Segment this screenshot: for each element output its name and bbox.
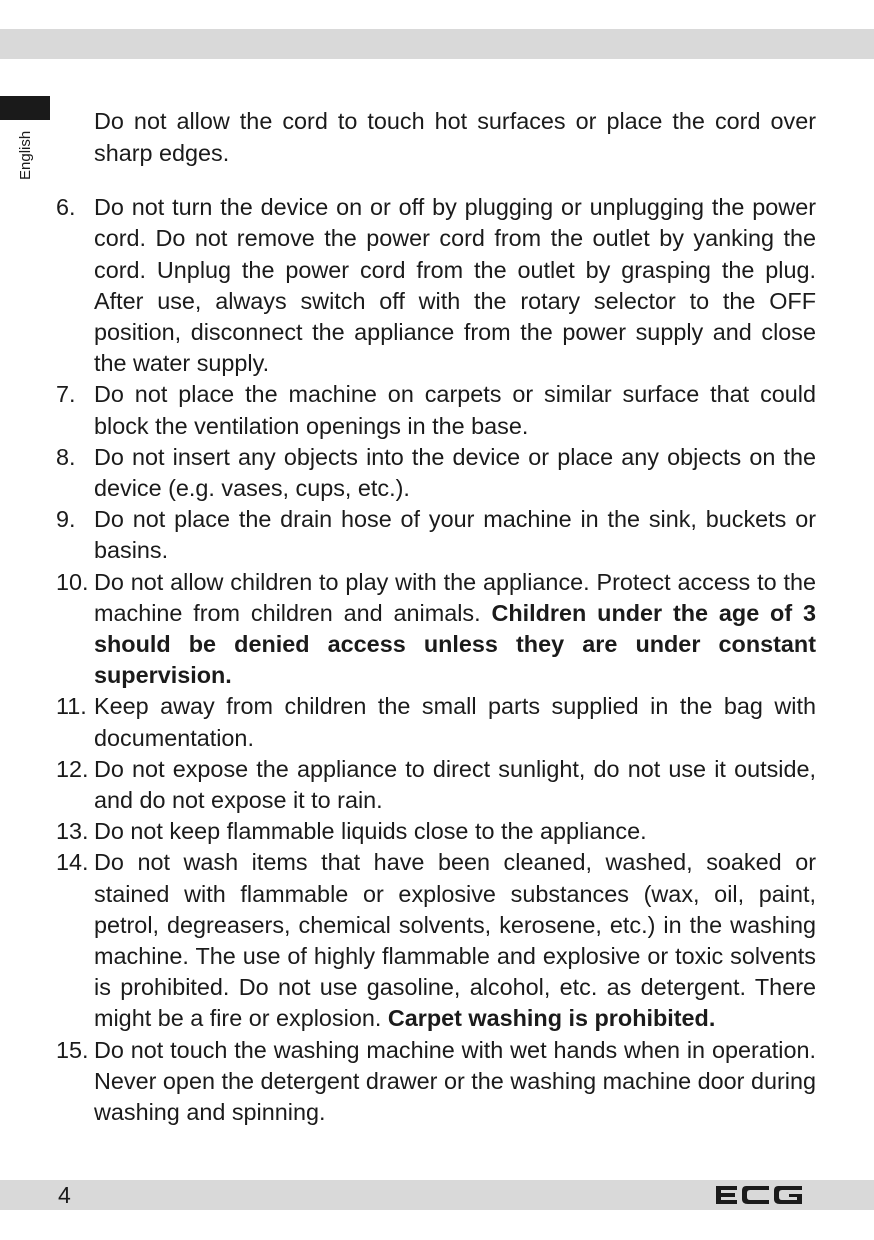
list-item [56,691,816,753]
language-label: English [17,130,34,180]
list-item-text: Do not allow children to play with the appliance. Protect access to the machine from children and animals. Children under the age of 3 should be denied access unless they are under constant supervision. [94,568,816,689]
list-item-number: 12. [56,755,89,782]
list-item [56,567,816,692]
list-item-number: 13. [56,818,89,845]
list-item [56,504,816,566]
list-item-text: Do not place the drain hose of your machine in the sink, buckets or basins. [94,506,816,564]
list-item [56,847,816,1034]
list-item-number: 6. [56,194,76,221]
list-item-text: Do not insert any objects into the device or place any objects on the device (e.g. vases, cups, etc.). [94,443,816,502]
list-item-number: 15. [56,1036,89,1063]
list-item-number: 9. [56,506,76,533]
intro-paragraph: Do not allow the cord to touch hot surfaces or place the cord over sharp edges. [94,108,816,166]
list-item-number: 10. [56,568,89,595]
list-item-text: Do not wash items that have been cleaned, washed, soaked or stained with flammable or explosive substances (wax, oil, paint, petrol, degreasers, chemical solvents, kerosene, etc.) in the washing machine. The use of highly flammable and explosive or toxic solvents is prohibited. Do not use gasoline, alcohol, etc. as detergent. There might be a fire or explosion. Carpet washing is prohibited. [94,849,816,1032]
list-item-text: Do not place the machine on carpets or similar surface that could block the ventilation openings in the base. [94,381,816,439]
list-item-text: Keep away from children the small parts supplied in the bag with documentation. [94,693,816,751]
language-tab-marker [0,96,50,120]
document-body [56,83,816,1128]
list-item-text: Do not turn the device on or off by plugging or unplugging the power cord. Do not remove the power cord from the outlet by yanking the cord. Unplug the power cord from the outlet by grasping the plug. After use, always switch off with the rotary selector to the OFF position, disconnect the appliance from the power supply and close the water supply. [94,194,816,377]
list-item [56,816,816,847]
list-item-text: Do not expose the appliance to direct sunlight, do not use it outside, and do not expose it to rain. [94,755,816,814]
list-item [56,192,816,379]
list-item-number: 8. [56,443,76,470]
list-item-number: 7. [56,381,76,408]
list-item-number: 11. [56,693,87,720]
list-item-text: Do not touch the washing machine with wet hands when in operation. Never open the detergent drawer or the washing machine door during washing and spinning. [94,1036,816,1126]
ecg-logo [713,1184,805,1206]
list-item-number: 14. [56,849,89,876]
warning-bold-text: Carpet washing is prohibited. [387,1005,716,1032]
list-item [56,442,816,504]
page-number: 4 [58,1182,71,1208]
list-item [56,754,816,816]
warning-bold-text: Children under the age of 3 should be denied access unless they are under constant supervision. [94,599,816,689]
list-item [56,1035,816,1129]
header-bar [0,29,874,59]
list-item [56,379,816,441]
list-item-text: Do not keep flammable liquids close to the appliance. [94,818,647,845]
